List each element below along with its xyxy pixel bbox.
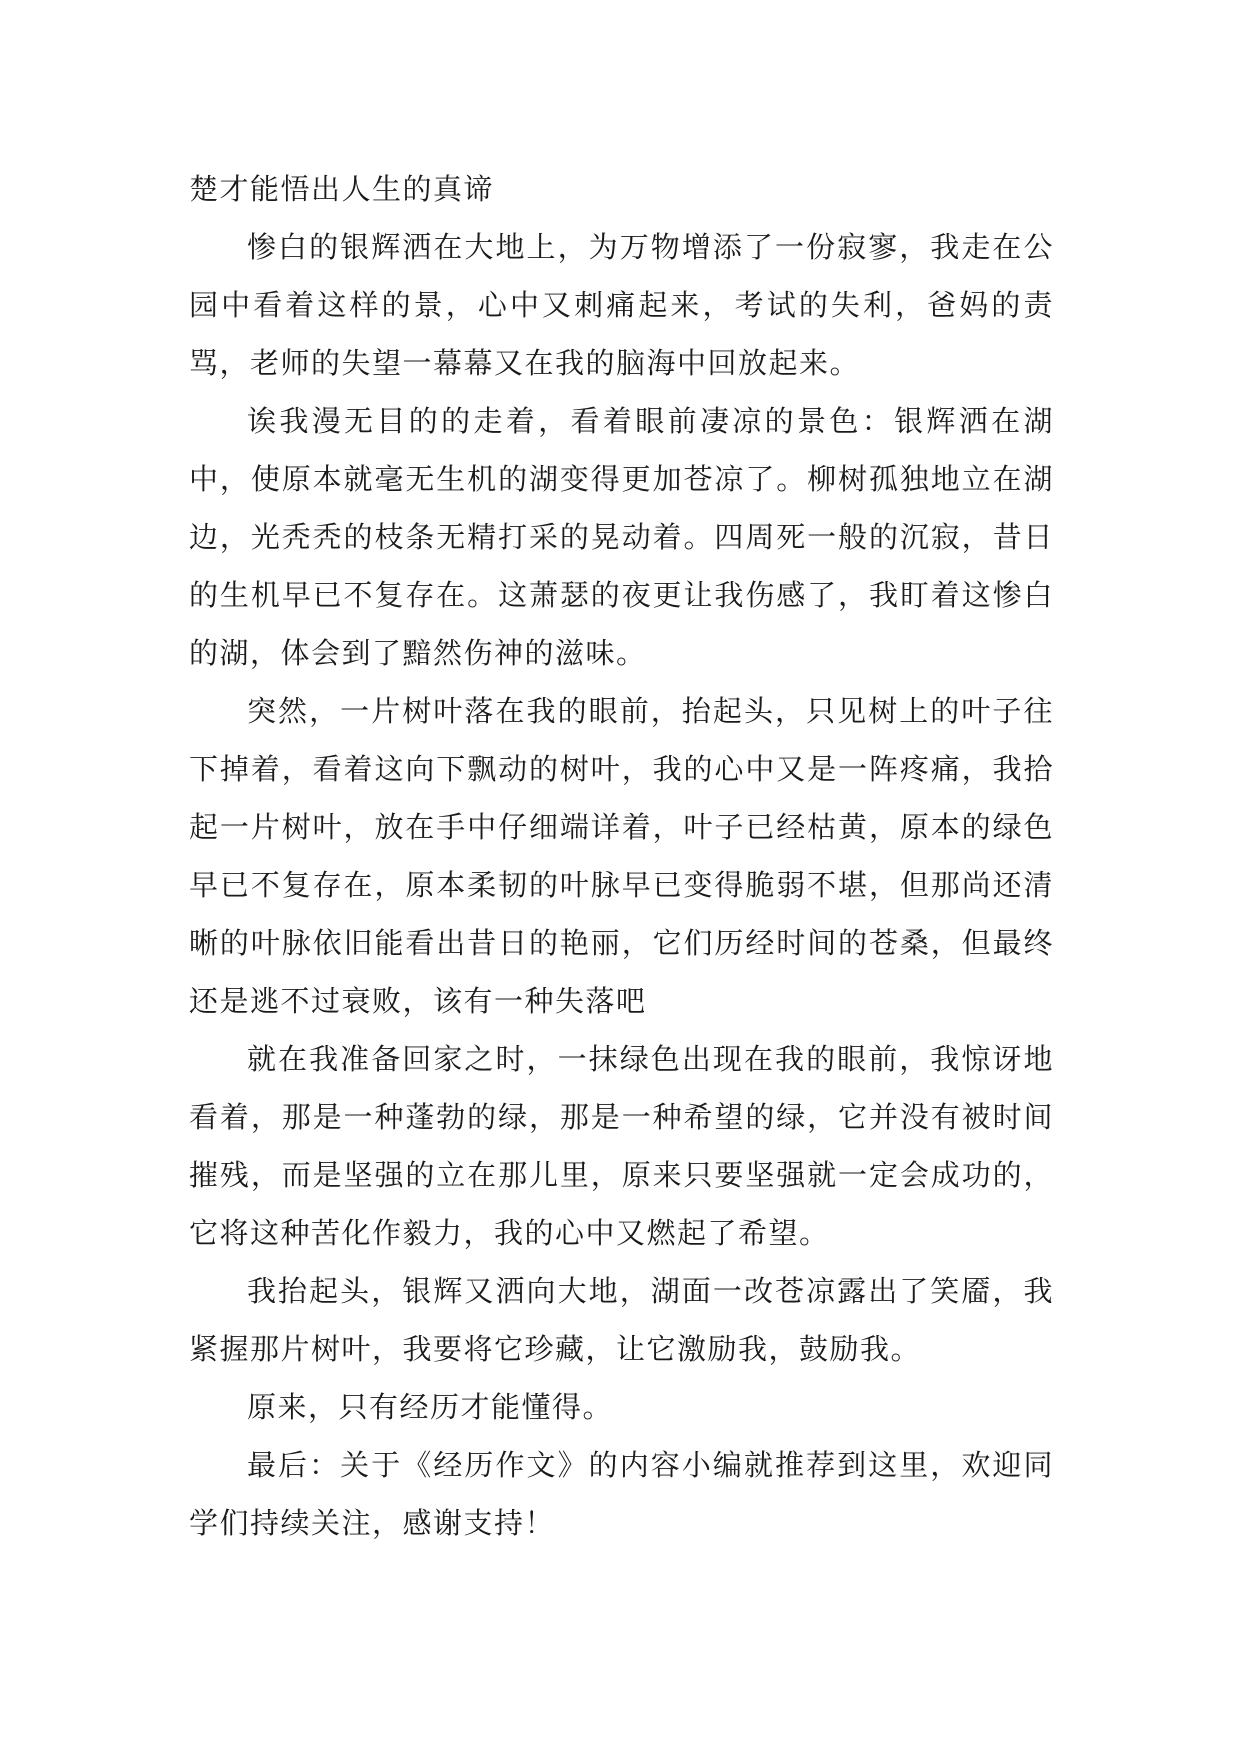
paragraph: 我抬起头，银辉又洒向大地，湖面一改苍凉露出了笑靥，我紧握那片树叶，我要将它珍藏，让它激励我，鼓励我。 [189,1274,1054,1366]
paragraph: 就在我准备回家之时，一抹绿色出现在我的眼前，我惊讶地看着，那是一种蓬勃的绿，那是一种希望的绿，它并没有被时间摧残，而是坚强的立在那儿里，原来只要坚强就一定会成功的，它将这种苦化作毅力，我的心中又燃起了希望。 [189,1042,1054,1250]
closing-paragraph: 最后：关于《经历作文》的内容小编就推荐到这里，欢迎同学们持续关注，感谢支持！ [189,1448,1054,1540]
paragraph: 原来，只有经历才能懂得。 [247,1390,614,1424]
paragraph: 惨白的银辉洒在大地上，为万物增添了一份寂寥，我走在公园中看着这样的景，心中又刺痛起来，考试的失利，爸妈的责骂，老师的失望一幕幕又在我的脑海中回放起来。 [189,230,1054,380]
article-body [189,160,1054,1552]
paragraph-continuation: 楚才能悟出人生的真谛 [189,172,495,206]
paragraph: 诶我漫无目的的走着，看着眼前凄凉的景色：银辉洒在湖中，使原本就毫无生机的湖变得更加苍凉了。柳树孤独地立在湖边，光秃秃的枝条无精打采的晃动着。四周死一般的沉寂，昔日的生机早已不复存在。这萧瑟的夜更让我伤感了，我盯着这惨白的湖，体会到了黯然伤神的滋味。 [189,404,1054,670]
paragraph: 突然，一片树叶落在我的眼前，抬起头，只见树上的叶子往下掉着，看着这向下飘动的树叶，我的心中又是一阵疼痛，我拾起一片树叶，放在手中仔细端详着，叶子已经枯黄，原本的绿色早已不复存在，原本柔韧的叶脉早已变得脆弱不堪，但那尚还清晰的叶脉依旧能看出昔日的艳丽，它们历经时间的苍桑，但最终还是逃不过衰败，该有一种失落吧 [189,694,1054,1018]
